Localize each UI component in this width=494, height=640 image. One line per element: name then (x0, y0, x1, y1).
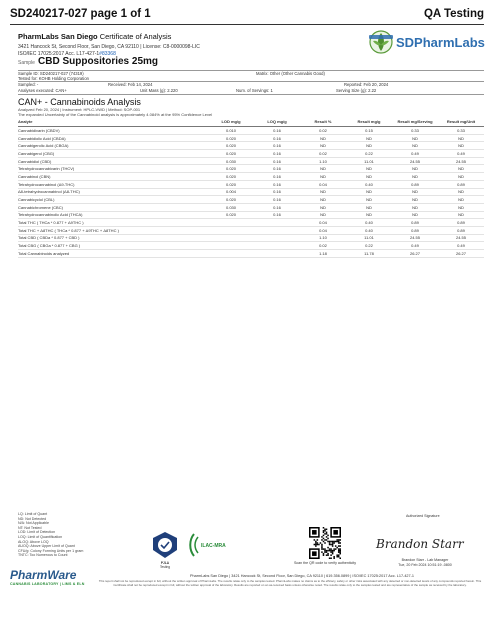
cell-result-mgunit: 0.89 (438, 219, 484, 227)
cell-lod: 0.020 (208, 211, 254, 219)
cell-result-mgunit: 24.55 (438, 157, 484, 165)
table-row (18, 196, 484, 204)
logo-text: SDPharmLabs (396, 35, 485, 50)
cell-result-mgunit: ND (438, 142, 484, 150)
cell-lod (208, 234, 254, 242)
cell-lod: 0.030 (208, 203, 254, 211)
col-header-result-mgserving: Result mg/Serving (392, 118, 438, 127)
pharmware-tagline: CANNABIS LABORATORY | LIMS & ELN (10, 582, 85, 586)
cell-result-mgg: 0.40 (346, 180, 392, 188)
cell-loq (254, 242, 300, 250)
col-header-result-mgg: Result mg/g (346, 118, 392, 127)
cell-result-mgunit: ND (438, 165, 484, 173)
cell-result-mgg: 0.40 (346, 219, 392, 227)
cell-lod: 0.030 (208, 157, 254, 165)
sampled: Sampled: - (18, 82, 39, 87)
signature-image (372, 532, 462, 554)
table-row (18, 173, 484, 181)
cell-result-mgunit: ND (438, 203, 484, 211)
col-header-lod: LOD mg/g (208, 118, 254, 127)
ilac-text: ILAC-MRA (201, 543, 226, 549)
lab-name-line (18, 32, 318, 42)
pjla-text: PJLA (160, 561, 170, 565)
lab-accreditation: ISO/IEC 17025:2017 Acc. L17-427-1#83368 (18, 51, 116, 57)
cell-result-pct: ND (300, 134, 346, 142)
cell-analyte: Tetrahydrocannabivarin (THCV) (18, 165, 208, 173)
cell-result-mgg: 0.15 (346, 127, 392, 135)
cell-result-mgg: 11.01 (346, 234, 392, 242)
cell-loq: 0.16 (254, 203, 300, 211)
cell-loq: 0.16 (254, 165, 300, 173)
cell-result-mgserving: 0.89 (392, 226, 438, 234)
cell-analyte: Cannabidiolic Acid (CBDA) (18, 134, 208, 142)
cell-result-mgg: ND (346, 142, 392, 150)
col-header-result-mgunit: Result mg/Unit (438, 118, 484, 127)
cell-result-mgg: 0.22 (346, 242, 392, 250)
legend-item: N/A: Not Applicable (18, 521, 49, 526)
cell-analyte: Total THC + Δ8THC ( THCa * 0.877 + Δ9THC + Δ8THC ) (18, 226, 208, 234)
table-row (18, 242, 484, 250)
lab-info (18, 32, 318, 58)
lab-name: PharmLabs San Diego (18, 32, 98, 41)
lab-address: 3421 Hancock St, Second Floor, San Diego, CA 92110 | License: C8-0000098-LIC (18, 44, 200, 50)
cell-lod (208, 242, 254, 250)
table-row (18, 157, 484, 165)
verification-qr-code[interactable] (309, 527, 341, 559)
cell-result-pct: 1.10 (300, 234, 346, 242)
cell-result-mgunit: 0.49 (438, 150, 484, 158)
cell-result-mgg: 11.01 (346, 157, 392, 165)
cell-result-mgunit: ND (438, 173, 484, 181)
cell-lod: 0.020 (208, 150, 254, 158)
signer-name: Brandon Starr - Lab Manager (401, 558, 449, 562)
cell-result-pct: ND (300, 188, 346, 196)
cell-loq: 0.16 (254, 134, 300, 142)
cell-result-mgunit: 24.55 (438, 234, 484, 242)
cell-result-mgg: ND (346, 188, 392, 196)
cell-result-mgserving: ND (392, 188, 438, 196)
legend-item: CFU/g: Colony Forming Units per 1 gram (18, 548, 84, 553)
cell-result-mgserving: 0.33 (392, 127, 438, 135)
cell-analyte: Cannabichromene (CBC) (18, 203, 208, 211)
cell-analyte: Cannabigerolic Acid (CBGA) (18, 142, 208, 150)
cell-result-pct: ND (300, 203, 346, 211)
cell-result-mgserving: ND (392, 142, 438, 150)
legend-item: LQ: Limit of Quant (18, 512, 48, 516)
cell-result-pct: ND (300, 173, 346, 181)
cell-result-pct: 0.04 (300, 219, 346, 227)
cell-lod: 0.004 (208, 188, 254, 196)
legend-item: NT: Not Tested (18, 525, 42, 530)
tested-for: Tested for: KOHB Holding Corporation (18, 76, 89, 81)
cell-result-mgunit: 26.27 (438, 250, 484, 258)
analyses-executed: Analyses executed: CAN+ (18, 88, 67, 93)
signature-script: Brandon Starr (376, 537, 464, 551)
doc-type: Certificate of Analysis (99, 32, 172, 41)
ilac-mra-badge (186, 530, 226, 560)
num-servings: Num. of Servings: 1 (236, 88, 273, 93)
cell-loq (254, 219, 300, 227)
table-row (18, 180, 484, 188)
cell-loq (254, 234, 300, 242)
qa-testing-label: QA Testing (423, 8, 484, 20)
cell-result-mgserving: 24.55 (392, 234, 438, 242)
cell-loq: 0.16 (254, 180, 300, 188)
sample-name: CBD Suppositories 25mg (38, 56, 159, 67)
legend-item: LOQ: Limit of Quantification (18, 534, 63, 539)
col-header-loq: LOQ mg/g (254, 118, 300, 127)
cell-result-pct: ND (300, 165, 346, 173)
table-row (18, 165, 484, 173)
cell-result-mgunit: ND (438, 188, 484, 196)
sample-label: Sample (18, 60, 35, 66)
cell-result-mgunit: 0.89 (438, 180, 484, 188)
table-row (18, 219, 484, 227)
footer-disclaimer: This report shall not be reproduced except in full, without the written approval of PharmLabs. The results relate only to the samples tested. PharmLabs makes no claims as to the efficacy, safety or other risks associated with any detected or non-detected levels of any compounds reported herein. This Certificate shall not be reproduced except in full, without the written approval of the laboratory. Results are reported on an as-received basis unless otherwise noted. The results relate only to the samples tested and are representative of the sample as received by the laboratory. (98, 579, 482, 587)
received: Received: Feb 14, 2024 (108, 82, 153, 87)
cell-analyte: Total CBD ( CBDa * 0.877 + CBD ) (18, 234, 208, 242)
table-row (18, 127, 484, 135)
pharmware-logo (10, 568, 90, 604)
cell-lod (208, 250, 254, 258)
cell-lod: 0.020 (208, 142, 254, 150)
cell-result-mgserving: ND (392, 211, 438, 219)
cell-result-pct: 0.04 (300, 226, 346, 234)
cell-result-mgunit: ND (438, 211, 484, 219)
col-header-result-pct: Result % (300, 118, 346, 127)
cell-result-pct: 0.02 (300, 242, 346, 250)
legend-item: TNTC: Too Numerous to Count (18, 553, 68, 558)
cell-analyte: Δ8-tetrahydrocannabinol (Δ8-THC) (18, 188, 208, 196)
cell-analyte: Cannabinol (CBN) (18, 173, 208, 181)
cell-result-pct: ND (300, 196, 346, 204)
cell-result-pct: 0.04 (300, 180, 346, 188)
cell-analyte: Tetrahydrocannabinol (Δ9-THC) (18, 180, 208, 188)
table-row (18, 142, 484, 150)
cell-result-pct: ND (300, 142, 346, 150)
cell-analyte: Cannabicyclol (CBL) (18, 196, 208, 204)
cell-loq: 0.16 (254, 157, 300, 165)
cell-result-pct: 1.10 (300, 157, 346, 165)
cell-analyte: Cannabidiol (CBD) (18, 157, 208, 165)
cell-result-mgg: 0.40 (346, 226, 392, 234)
table-body (18, 127, 484, 258)
cell-lod: 0.020 (208, 196, 254, 204)
cell-loq: 0.16 (254, 127, 300, 135)
authorized-signature-label: Authorized Signature (406, 514, 440, 518)
pharmware-name: PharmWare (10, 568, 77, 582)
legend-item: ALOQ: Above LOQ (18, 539, 49, 544)
cell-result-mgg: ND (346, 165, 392, 173)
cell-loq (254, 250, 300, 258)
table-row (18, 226, 484, 234)
cell-result-mgserving: 0.89 (392, 180, 438, 188)
cell-result-mgserving: 26.27 (392, 250, 438, 258)
accreditation-link[interactable]: #83368 (99, 51, 116, 57)
footer-address: PharmLabs San Diego | 3421 Hancock St, Second Floor, San Diego, CA 92110 | 619.356.0899 | ISO/IEC 17025:2017 Acc. L17-427-1 (189, 574, 415, 578)
table-row (18, 211, 484, 219)
cannabinoids-title: CAN+ - Cannabinoids Analysis (18, 97, 141, 107)
abbreviation-legend (18, 512, 138, 558)
cell-result-mgg: 11.78 (346, 250, 392, 258)
cell-analyte: Cannabidivarin (CBDV) (18, 127, 208, 135)
cell-result-mgserving: ND (392, 203, 438, 211)
signature-date: Tue, 20 Feb 2024 10:51:19 -0800 (398, 563, 452, 567)
sample-id: Sample ID: SD240217-027 (74319) (18, 71, 84, 76)
page-header (10, 8, 484, 24)
cell-result-mgserving: 0.49 (392, 150, 438, 158)
meta-divider-bottom (18, 94, 484, 95)
cell-lod: 0.020 (208, 165, 254, 173)
cell-result-mgunit: ND (438, 196, 484, 204)
cell-result-mgunit: ND (438, 134, 484, 142)
cell-result-mgserving: ND (392, 134, 438, 142)
table-row (18, 188, 484, 196)
cell-lod: 0.020 (208, 180, 254, 188)
table-header-row (18, 118, 484, 127)
cell-lod (208, 226, 254, 234)
table-row (18, 250, 484, 258)
cell-result-mgg: 0.22 (346, 150, 392, 158)
cell-result-pct: 0.02 (300, 127, 346, 135)
matrix: Matrix: Other (Other Cannabis Good) (256, 71, 325, 76)
cell-result-mgg: ND (346, 134, 392, 142)
cell-result-mgunit: 0.49 (438, 242, 484, 250)
cell-result-mgserving: 24.55 (392, 157, 438, 165)
cell-result-mgserving: ND (392, 165, 438, 173)
cannabinoids-uncertainty: The expanded Uncertainty of the Cannabinoid analysis is approximately 4.084% at the 95% Confidence Level (18, 112, 213, 117)
table-row (18, 203, 484, 211)
cell-lod: 0.020 (208, 173, 254, 181)
sdpharmlabs-logo (368, 26, 484, 58)
legend-item: AUOQ: Above Upper Limit of Quant (18, 544, 75, 549)
cell-loq: 0.16 (254, 150, 300, 158)
cell-loq: 0.16 (254, 173, 300, 181)
cell-analyte: Cannabigerol (CBG) (18, 150, 208, 158)
cell-lod: 0.020 (208, 134, 254, 142)
cell-loq (254, 226, 300, 234)
pjla-caption (144, 561, 186, 569)
unit-mass: Unit Mass (g): 2.220 (140, 88, 178, 93)
table-row (18, 134, 484, 142)
cell-result-mgserving: ND (392, 196, 438, 204)
cannabinoids-table (18, 118, 484, 258)
reported: Reported: Feb 20, 2024 (344, 82, 389, 87)
cell-loq: 0.16 (254, 196, 300, 204)
cell-result-mgg: ND (346, 173, 392, 181)
legend-item: ND: Not Detected (18, 516, 47, 521)
cell-result-mgg: ND (346, 211, 392, 219)
cell-result-mgserving: 0.49 (392, 242, 438, 250)
pjla-testing: Testing (159, 565, 171, 569)
table-row (18, 150, 484, 158)
table-row (18, 234, 484, 242)
cell-lod (208, 219, 254, 227)
col-header-analyte: Analyte (18, 118, 208, 127)
cell-result-pct: 1.18 (300, 250, 346, 258)
header-divider (10, 24, 484, 25)
cell-result-mgg: ND (346, 203, 392, 211)
cell-result-mgunit: 0.89 (438, 226, 484, 234)
cell-analyte: Tetrahydrocannabinolic Acid (THCA) (18, 211, 208, 219)
cell-loq: 0.16 (254, 188, 300, 196)
cannabinoids-analysis-info: Analyzed Feb 20, 2024 | Instrument: HPLC-VWD | Method: SOP-001 (18, 107, 141, 112)
cell-lod: 0.010 (208, 127, 254, 135)
cell-result-pct: 0.02 (300, 150, 346, 158)
cell-result-mgserving: ND (392, 173, 438, 181)
pjla-badge (150, 530, 180, 560)
cell-result-mgserving: 0.89 (392, 219, 438, 227)
cell-analyte: Total CBG ( CBGa * 0.877 + CBG ) (18, 242, 208, 250)
cell-analyte: Total THC ( THCa * 0.877 + Δ9THC ) (18, 219, 208, 227)
serving-size: Serving Size (g): 2.22 (336, 88, 377, 93)
cell-result-mgunit: 0.33 (438, 127, 484, 135)
legend-item: LOD: Limit of Detection (18, 530, 56, 535)
cell-analyte: Total Cannabinoids analyzed (18, 250, 208, 258)
qr-caption: Scan the QR code to verify authenticity (293, 561, 357, 565)
report-id-title: SD240217-027 page 1 of 1 (10, 8, 151, 20)
cell-loq: 0.16 (254, 211, 300, 219)
cell-result-mgg: ND (346, 196, 392, 204)
cell-result-pct: ND (300, 211, 346, 219)
cell-loq: 0.16 (254, 142, 300, 150)
